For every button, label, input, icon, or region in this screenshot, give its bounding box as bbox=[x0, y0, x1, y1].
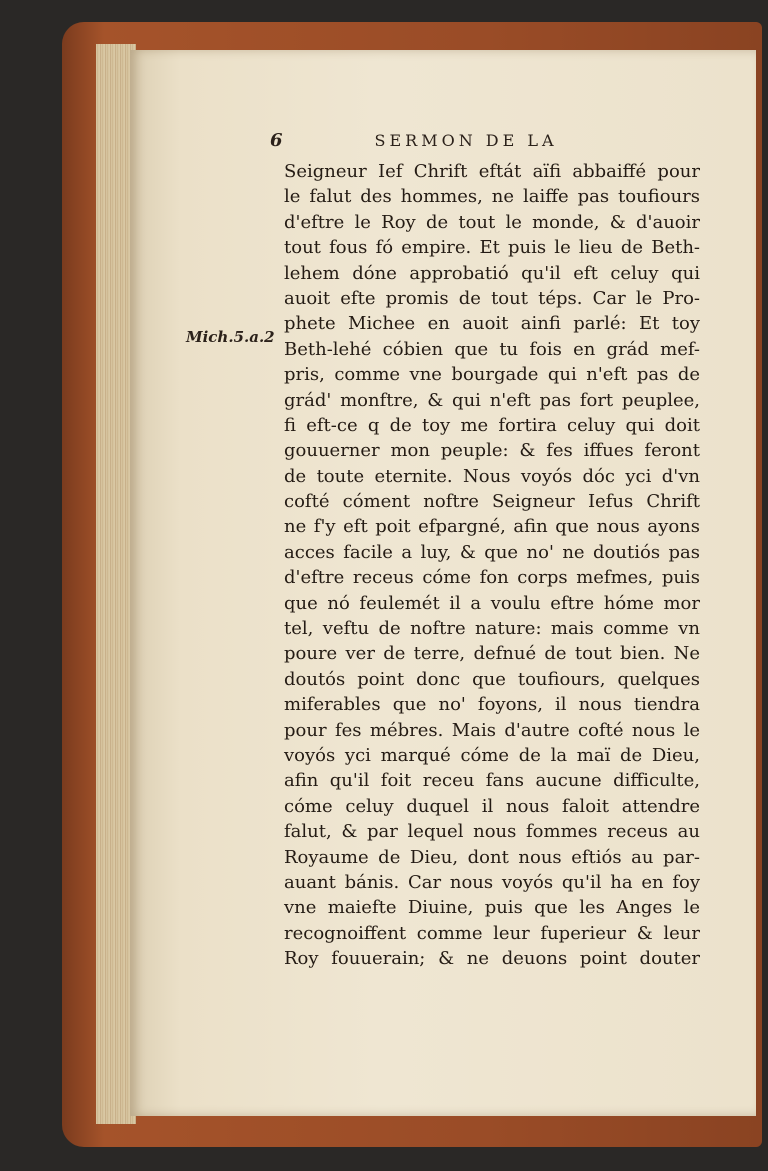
text-line: acces facile a luy, & que no' ne doutiós pas bbox=[284, 541, 700, 563]
text-line: que nó feulemét il a voulu eftre hóme mor bbox=[284, 592, 700, 614]
text-line: tout fous fó empire. Et puis le lieu de Beth- bbox=[284, 237, 700, 259]
text-line: falut, & par lequel nous fommes receus au bbox=[284, 821, 700, 843]
text-line: auant bánis. Car nous voyós qu'il ha en foy bbox=[284, 871, 700, 893]
running-head bbox=[270, 130, 558, 151]
text-line: grád' monftre, & qui n'eft pas fort peuplee, bbox=[284, 389, 700, 411]
text-line: d'eftre le Roy de tout le monde, & d'auoir bbox=[284, 211, 700, 233]
text-line: auoit efte promis de tout téps. Car le Pro- bbox=[284, 287, 700, 309]
text-line: Roy fouuerain; & ne deuons point douter bbox=[284, 948, 700, 970]
text-line: recognoiffent comme leur fuperieur & leur bbox=[284, 922, 700, 944]
text-line: de toute eternite. Nous voyós dóc yci d'vn bbox=[284, 465, 700, 487]
text-line: gouuerner mon peuple: & fes iffues feront bbox=[284, 440, 700, 462]
text-line: doutós point donc que toufiours, quelques bbox=[284, 668, 700, 690]
text-line: miferables que no' foyons, il nous tiendra bbox=[284, 694, 700, 716]
text-line: tel, veftu de noftre nature: mais comme vn bbox=[284, 618, 700, 640]
text-line: phete Michee en auoit ainfi parlé: Et toy bbox=[284, 313, 700, 335]
text-line: pris, comme vne bourgade qui n'eft pas de bbox=[284, 364, 700, 386]
text-line: Royaume de Dieu, dont nous eftiós au par- bbox=[284, 846, 700, 868]
page-number: 6 bbox=[270, 130, 283, 151]
text-line: d'eftre receus cóme fon corps mefmes, puis bbox=[284, 567, 700, 589]
text-line: afin qu'il foit receu fans aucune difficulte, bbox=[284, 770, 700, 792]
margin-note: Mich.5.a.2 bbox=[186, 328, 275, 346]
text-line: fi eft-ce q de toy me fortira celuy qui doit bbox=[284, 414, 700, 436]
text-line: ne f'y eft poit efpargné, afin que nous ayons bbox=[284, 516, 700, 538]
text-line: pour fes mébres. Mais d'autre cofté nous le bbox=[284, 719, 700, 741]
text-line: le falut des hommes, ne laiffe pas toufiours bbox=[284, 186, 700, 208]
body-text bbox=[284, 159, 700, 972]
text-line: vne maiefte Diuine, puis que les Anges le bbox=[284, 897, 700, 919]
text-line: Seigneur Ief Chrift eftát aïfi abbaiffé pour bbox=[284, 161, 700, 182]
text-line: cofté cóment noftre Seigneur Iefus Chrift bbox=[284, 491, 700, 513]
text-line: cóme celuy duquel il nous faloit attendre bbox=[284, 795, 700, 817]
running-head-title: SERMON DE LA bbox=[374, 131, 558, 150]
text-line: poure ver de terre, defnué de tout bien. Ne bbox=[284, 643, 700, 665]
text-line: Beth-lehé cóbien que tu fois en grád mef- bbox=[284, 338, 700, 360]
text-line: lehem dóne approbatió qu'il eft celuy qui bbox=[284, 262, 700, 284]
text-line: voyós yci marqué cóme de la maï de Dieu, bbox=[284, 744, 700, 766]
